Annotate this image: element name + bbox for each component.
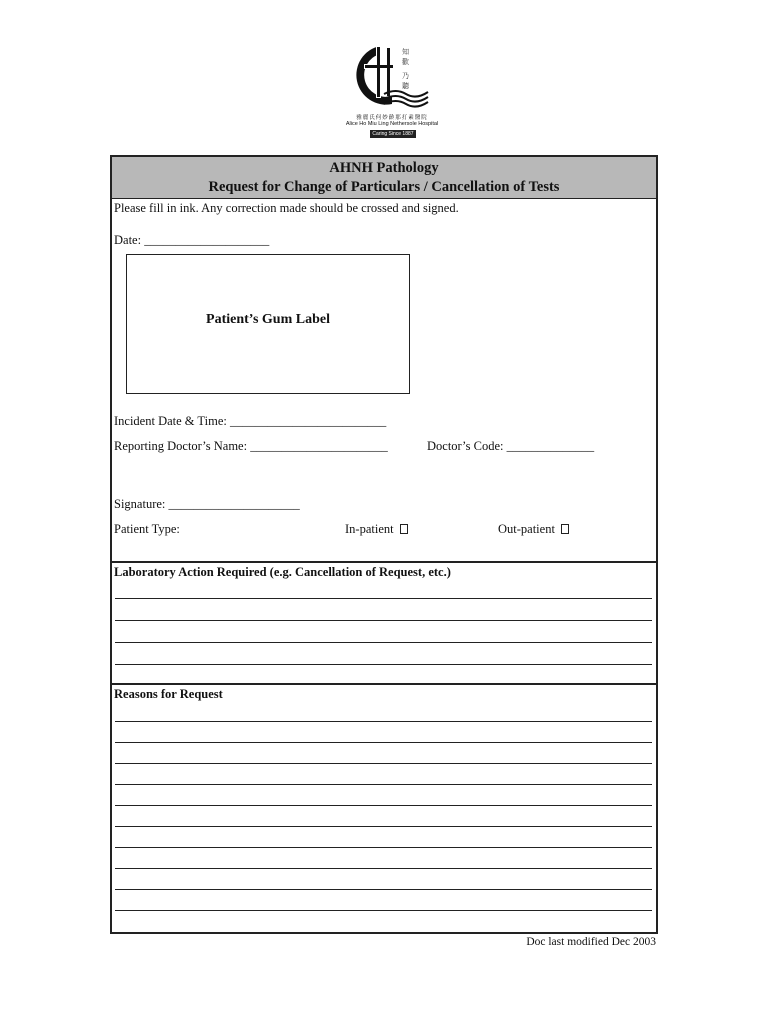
request-form — [110, 155, 658, 934]
hospital-cross-logo-icon — [350, 42, 434, 112]
patient-type-label: Patient Type: — [114, 522, 180, 536]
doctor-code-field[interactable]: Doctor’s Code: ______________ — [427, 439, 595, 453]
reasons-line[interactable] — [115, 826, 652, 827]
lab-action-line[interactable] — [115, 664, 652, 665]
date-field[interactable]: Date: ____________________ — [114, 233, 270, 247]
inpatient-checkbox[interactable] — [400, 524, 408, 534]
outpatient-label: Out-patient — [498, 522, 555, 536]
reasons-line[interactable] — [115, 763, 652, 764]
reasons-heading: Reasons for Request — [114, 687, 223, 701]
section-divider — [112, 683, 656, 685]
signature-field[interactable]: Signature: _____________________ — [114, 497, 300, 511]
form-subtitle: Request for Change of Particulars / Cancellation of Tests — [208, 179, 560, 195]
form-header — [112, 157, 656, 199]
reasons-line[interactable] — [115, 805, 652, 806]
reasons-line[interactable] — [115, 721, 652, 722]
instructions-text: Please fill in ink. Any correction made should be crossed and signed. — [114, 201, 459, 215]
svg-text:乃: 乃 — [402, 72, 409, 80]
reasons-line[interactable] — [115, 889, 652, 890]
reporting-doctor-field[interactable]: Reporting Doctor’s Name: ______________________ — [114, 439, 388, 453]
hospital-since-badge: Caring Since 1887 — [370, 130, 416, 138]
reasons-line[interactable] — [115, 847, 652, 848]
incident-datetime-field[interactable]: Incident Date & Time: _________________________ — [114, 414, 387, 428]
svg-text:知: 知 — [402, 48, 409, 56]
lab-action-line[interactable] — [115, 642, 652, 643]
reasons-line[interactable] — [115, 784, 652, 785]
lab-action-line[interactable] — [115, 620, 652, 621]
patient-gum-label-box — [126, 254, 410, 394]
lab-action-line[interactable] — [115, 598, 652, 599]
outpatient-checkbox[interactable] — [561, 524, 569, 534]
svg-text:歡: 歡 — [402, 58, 409, 66]
lab-action-heading: Laboratory Action Required (e.g. Cancellation of Request, etc.) — [114, 565, 451, 579]
reasons-line[interactable] — [115, 868, 652, 869]
doc-modified-note: Doc last modified Dec 2003 — [526, 936, 656, 948]
inpatient-option[interactable] — [345, 522, 408, 537]
hospital-logo — [340, 42, 444, 138]
hospital-name-chinese: 雅麗氏何妙齡那打素醫院 — [356, 115, 428, 121]
hospital-name-english: Alice Ho Miu Ling Nethersole Hospital — [345, 121, 439, 127]
inpatient-label: In-patient — [345, 522, 394, 536]
reasons-line[interactable] — [115, 910, 652, 911]
svg-text:聽: 聽 — [402, 82, 409, 90]
outpatient-option[interactable] — [498, 522, 569, 537]
section-divider — [112, 561, 656, 563]
reasons-line[interactable] — [115, 742, 652, 743]
form-title: AHNH Pathology — [329, 160, 439, 176]
gum-label-text: Patient’s Gum Label — [206, 312, 330, 327]
